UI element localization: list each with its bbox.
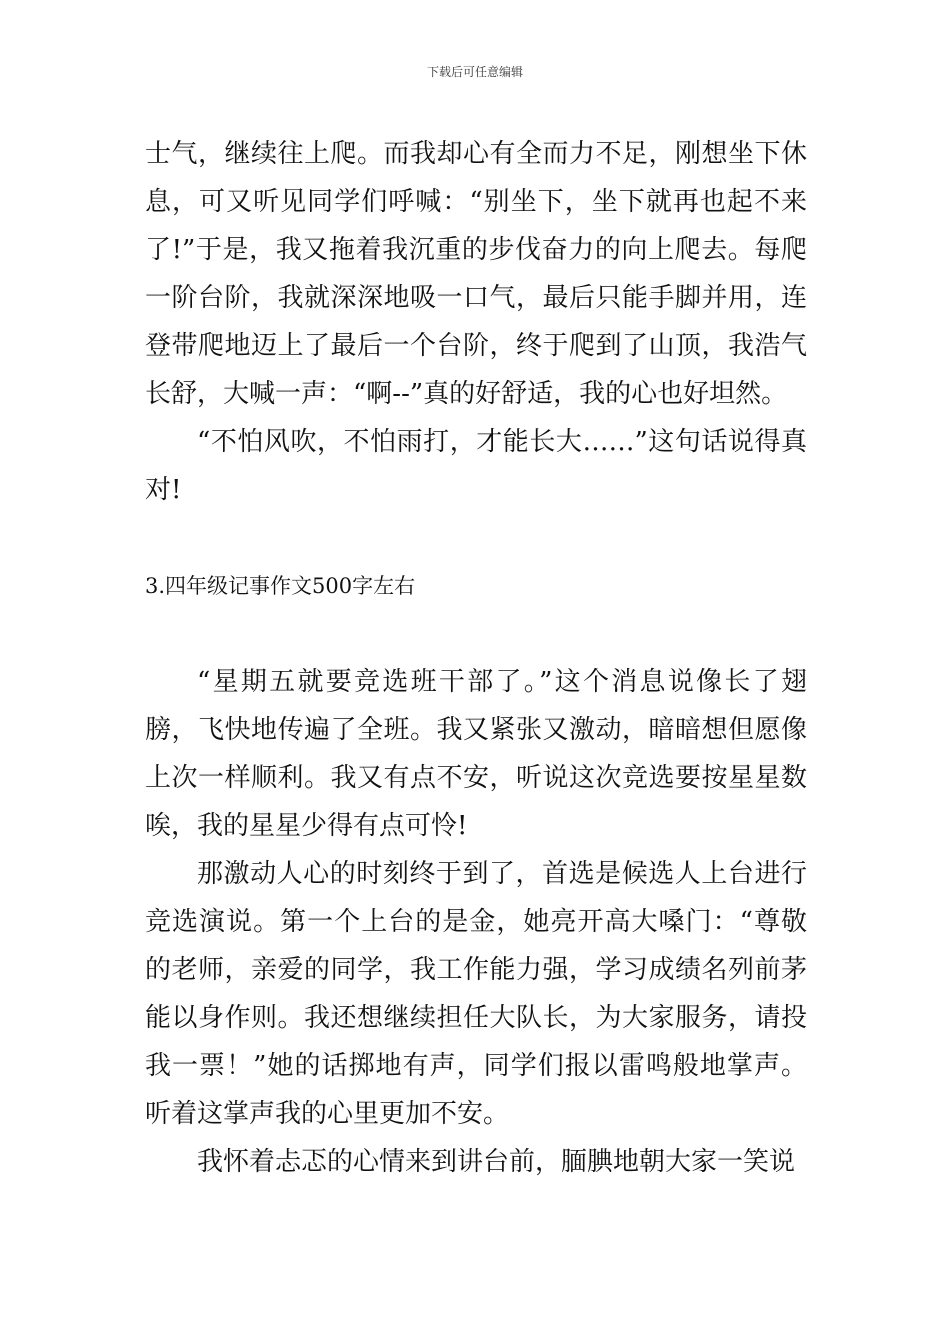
section-heading: 3.四年级记事作文500字左右 (145, 574, 416, 598)
document-body (145, 130, 807, 1186)
page-header: 下载后可任意编辑 (426, 65, 523, 79)
paragraph-4: 那激动人心的时刻终于到了，首选是候选人上台进行竞选演说。第一个上台的是金，她亮开高大嗓门：“尊敬的老师，亲爱的同学，我工作能力强，学习成绩名列前茅能以身作则。我还想继续担任大队长，为大家服务，请投我一票！”她的话掷地有声，同学们报以雷鸣般地掌声。听着这掌声我的心里更加不安。 (145, 859, 807, 1129)
paragraph-5: 我怀着忐忑的心情来到讲台前，腼腆地朝大家一笑说 (197, 1147, 796, 1177)
paragraph-2: “不怕风吹，不怕雨打，才能长大……”这句话说得真对! (145, 427, 807, 505)
spacer (145, 514, 807, 562)
paragraph-3: “星期五就要竞选班干部了。”这个消息说像长了翅膀，飞快地传遍了全班。我又紧张又激动，暗暗想但愿像上次一样顺利。我又有点不安，听说这次竞选要按星星数唉，我的星星少得有点可怜! (145, 667, 807, 841)
paragraph-1: 士气，继续往上爬。而我却心有全而力不足，刚想坐下休息，可又听见同学们呼喊：“别坐下，坐下就再也起不来了!”于是，我又拖着我沉重的步伐奋力的向上爬去。每爬一阶台阶，我就深深地吸一口气，最后只能手脚并用，连登带爬地迈上了最后一个台阶，终于爬到了山顶，我浩气长舒，大喊一声：“啊--”真的好舒适，我的心也好坦然。 (145, 139, 807, 409)
spacer (145, 610, 807, 658)
